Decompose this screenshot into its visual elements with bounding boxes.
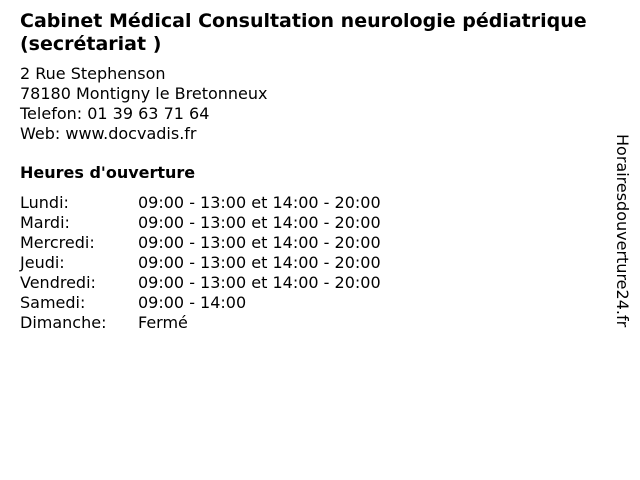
phone-number: Telefon: 01 39 63 71 64 <box>20 104 210 123</box>
hours-row-thursday <box>20 253 381 273</box>
hours-row-sunday <box>20 313 381 333</box>
day-label: Lundi: <box>20 193 69 212</box>
day-hours: 09:00 - 14:00 <box>138 293 247 312</box>
watermark-text: Horairesdouverture24.fr <box>613 134 632 328</box>
day-label: Samedi: <box>20 293 86 312</box>
watermark <box>612 134 634 374</box>
day-label: Mercredi: <box>20 233 95 252</box>
day-label: Jeudi: <box>20 253 65 272</box>
hours-row-wednesday <box>20 233 381 253</box>
page-title: Cabinet Médical Consultation neurologie pédiatrique (secrétariat ) <box>20 10 587 55</box>
hours-heading: Heures d'ouverture <box>20 163 196 182</box>
day-hours: 09:00 - 13:00 et 14:00 - 20:00 <box>138 253 381 272</box>
day-label: Mardi: <box>20 213 70 232</box>
day-hours: 09:00 - 13:00 et 14:00 - 20:00 <box>138 213 381 232</box>
day-label: Dimanche: <box>20 313 107 332</box>
street-address: 2 Rue Stephenson <box>20 64 166 83</box>
address-block <box>20 64 268 144</box>
hours-row-saturday <box>20 293 381 313</box>
day-hours: 09:00 - 13:00 et 14:00 - 20:00 <box>138 273 381 292</box>
day-label: Vendredi: <box>20 273 96 292</box>
website: Web: www.docvadis.fr <box>20 124 197 143</box>
hours-row-monday <box>20 193 381 213</box>
day-hours: Fermé <box>138 313 188 332</box>
opening-hours-list <box>20 193 381 333</box>
hours-row-tuesday <box>20 213 381 233</box>
city-address: 78180 Montigny le Bretonneux <box>20 84 268 103</box>
hours-row-friday <box>20 273 381 293</box>
day-hours: 09:00 - 13:00 et 14:00 - 20:00 <box>138 233 381 252</box>
day-hours: 09:00 - 13:00 et 14:00 - 20:00 <box>138 193 381 212</box>
